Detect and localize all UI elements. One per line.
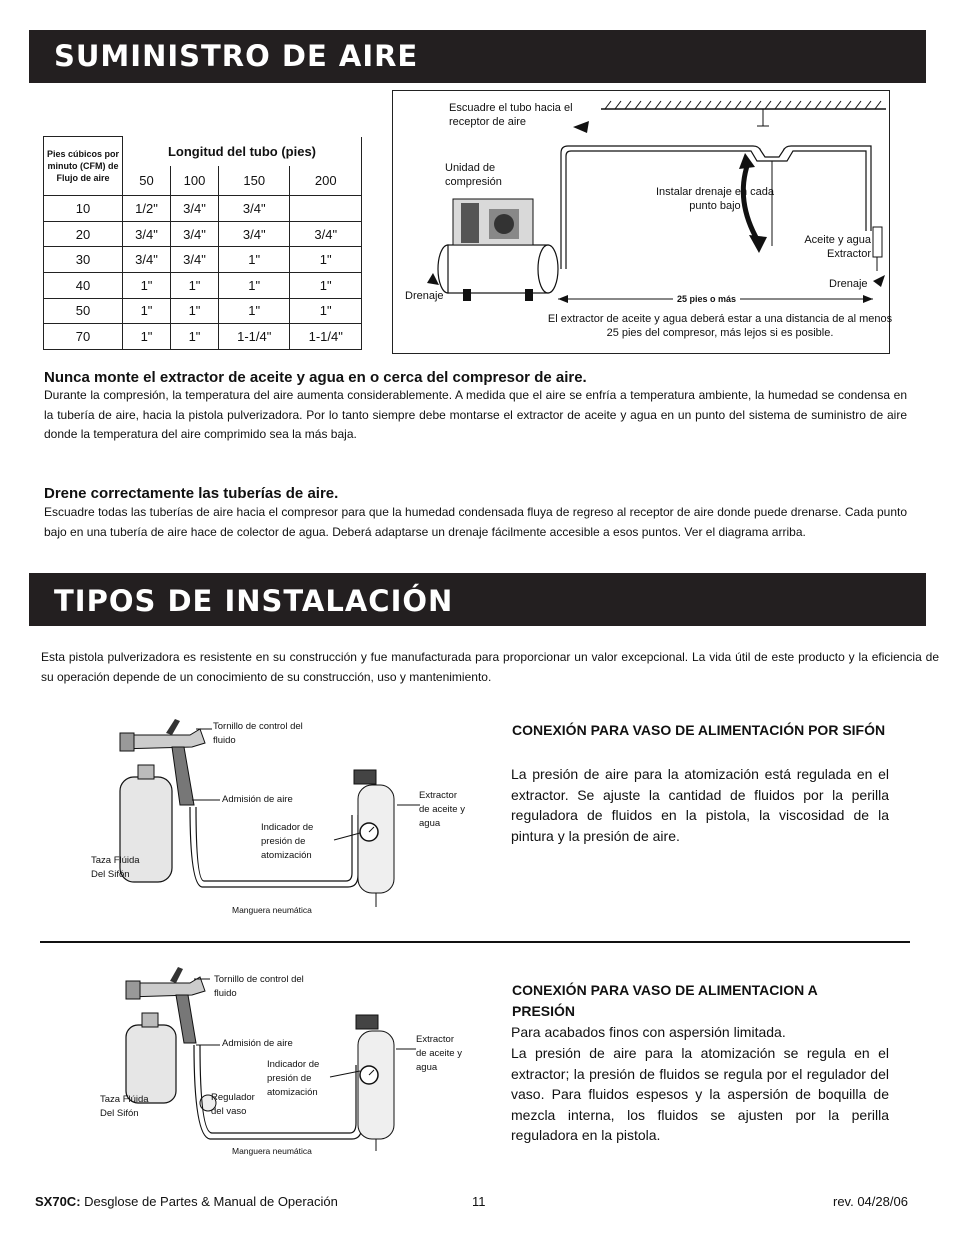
table-cell [290, 196, 362, 222]
compressor-label: Unidad de compresión [445, 162, 502, 188]
extractor-label: Aceite y agua Extractor [804, 234, 871, 260]
table-cell: 3/4" [123, 247, 171, 273]
table-cell: 1" [171, 324, 219, 350]
cfm-cell: 70 [44, 324, 123, 350]
intro-paragraph: Esta pistola pulverizadora es resistente en su construcción y fue manufacturada para proporcionar un valor excepcional. La vida útil de este producto y la eficiencia de su operación depende de un conocimiento de su construcción, uso y mantenimiento. [41, 650, 939, 684]
footer-manual-title: Desglose de Partes & Manual de Operación [84, 1194, 338, 1209]
pressure-body-1: Para acabados finos con aspersión limitada. [511, 1024, 786, 1040]
column-header: 150 [219, 166, 290, 196]
column-header: 200 [290, 166, 362, 196]
section-banner-air-supply [29, 30, 926, 83]
distance-label: 25 pies o más [673, 292, 740, 306]
pressure-hose-label: Manguera neumática [232, 1146, 312, 1156]
siphon-hose-label: Manguera neumática [232, 905, 312, 915]
table-cell: 1" [219, 273, 290, 299]
table-cell: 1" [171, 273, 219, 299]
drain-lines-body: Escuadre todas las tuberías de aire hacia el compresor para que la humedad condensada fluya de regreso al receptor de aire donde puede drenarse. Cada punto bajo en una tubería de aire hace de colector de agua. Deberá adaptarse un drenaje fácilmente accesible a esos puntos. Ver el diagrama arriba. [44, 505, 907, 539]
pipe-length-header: Longitud del tubo (pies) [123, 137, 362, 166]
section-title: TIPOS DE INSTALACIÓN [54, 584, 454, 618]
cfm-cell: 50 [44, 298, 123, 324]
pressure-control-label: Tornillo de control del fluido [214, 974, 304, 999]
table-cell: 3/4" [123, 221, 171, 247]
pressure-gauge-label: Indicador de presión de atomización [267, 1059, 320, 1098]
siphon-heading: CONEXIÓN PARA VASO DE ALIMENTACIÓN POR SIFÓN [512, 722, 886, 738]
table-cell: 1" [219, 298, 290, 324]
distance-note: El extractor de aceite y agua deberá estar a una distancia de al menos 25 pies del compresor, más lejos si es posible. [547, 313, 893, 339]
air-supply-diagram [392, 90, 893, 354]
table-row [44, 273, 362, 299]
table-cell: 3/4" [171, 196, 219, 222]
pressure-extractor-label: Extractor de aceite y agua [416, 1034, 462, 1073]
siphon-extractor-label: Extractor de aceite y agua [419, 790, 465, 829]
table-row [44, 324, 362, 350]
table-cell: 3/4" [171, 221, 219, 247]
table-cell: 3/4" [171, 247, 219, 273]
table-cell: 1" [123, 273, 171, 299]
drain-left-label: Drenaje [405, 290, 444, 302]
table-row [44, 196, 362, 222]
section-title: SUMINISTRO DE AIRE [54, 39, 419, 73]
table-cell: 1" [219, 247, 290, 273]
table-cell: 3/4" [290, 221, 362, 247]
footer-model: SX70C: [35, 1194, 81, 1209]
table-cell: 1" [123, 298, 171, 324]
cfm-cell: 20 [44, 221, 123, 247]
siphon-control-label: Tornillo de control del fluido [213, 721, 303, 746]
page-number: 11 [472, 1194, 486, 1209]
table-row [44, 298, 362, 324]
column-header: 100 [171, 166, 219, 196]
cfm-column-label: Pies cúbicos por minuto (CFM) de Flujo de aire [44, 137, 123, 196]
revision-date: rev. 04/28/06 [833, 1194, 908, 1209]
cfm-cell: 40 [44, 273, 123, 299]
table-cell: 1/2" [123, 196, 171, 222]
table-cell: 1-1/4" [290, 324, 362, 350]
cfm-cell: 30 [44, 247, 123, 273]
table-cell: 1" [290, 298, 362, 324]
pressure-regulator-label: Regulador del vaso [211, 1092, 255, 1117]
pressure-air-inlet-label: Admisión de aire [222, 1038, 293, 1049]
column-header: 50 [123, 166, 171, 196]
table-row [44, 221, 362, 247]
cfm-cell: 10 [44, 196, 123, 222]
pressure-cup-label: Taza Flúida Del Sifón [100, 1094, 149, 1119]
footer-title [35, 1194, 338, 1209]
table-cell: 3/4" [219, 196, 290, 222]
square-line-label: Escuadre el tubo hacia el receptor de aire [449, 102, 573, 128]
table-cell: 1" [290, 247, 362, 273]
drain-lines-heading: Drene correctamente las tuberías de aire. [44, 485, 339, 502]
section-banner-installation [29, 573, 926, 626]
table-row [44, 247, 362, 273]
table-cell: 1-1/4" [219, 324, 290, 350]
install-drain-label: Instalar drenaje en cada punto bajo [655, 186, 775, 212]
never-mount-heading: Nunca monte el extractor de aceite y agua en o cerca del compresor de aire. [44, 369, 587, 386]
never-mount-body: Durante la compresión, la temperatura del aire aumenta considerablemente. A medida que el aire se enfría a temperatura ambiente, la humedad se condensa en la tubería de aire, hacia la pistola pulverizadora. Por lo tanto siempre debe montarse el extractor de aceite y agua en un punto del sistema de suministro de aire donde la temperatura del aire comprimido sea la más baja. [44, 388, 907, 441]
siphon-cup-label: Taza Flúida Del Sifón [91, 855, 140, 880]
section-divider [40, 941, 910, 943]
pressure-heading: CONEXIÓN PARA VASO DE ALIMENTACION A PRESIÓN [512, 982, 818, 1019]
table-cell: 1" [171, 298, 219, 324]
siphon-body: La presión de aire para la atomización está regulada en el extractor. Se ajuste la cantidad de fluidos por la perilla reguladora de fluidos en la pistola, la viscosidad de la pintura y la presión de aire. [511, 766, 889, 844]
table-cell: 1" [290, 273, 362, 299]
siphon-air-inlet-label: Admisión de aire [222, 794, 293, 805]
table-cell: 1" [123, 324, 171, 350]
table-cell: 3/4" [219, 221, 290, 247]
pipe-size-table [43, 136, 362, 350]
pressure-body-2: La presión de aire para la atomización se regula en el extractor; la presión de fluidos se regula por el regulador del vaso. Para fluidos espesos y la aspersión de boquilla de mezcla interna, los fluidos se ajusten por la perilla reguladora en la pistola. [511, 1045, 889, 1143]
drain-right-label: Drenaje [829, 278, 868, 290]
siphon-gauge-label: Indicador de presión de atomización [261, 822, 314, 861]
